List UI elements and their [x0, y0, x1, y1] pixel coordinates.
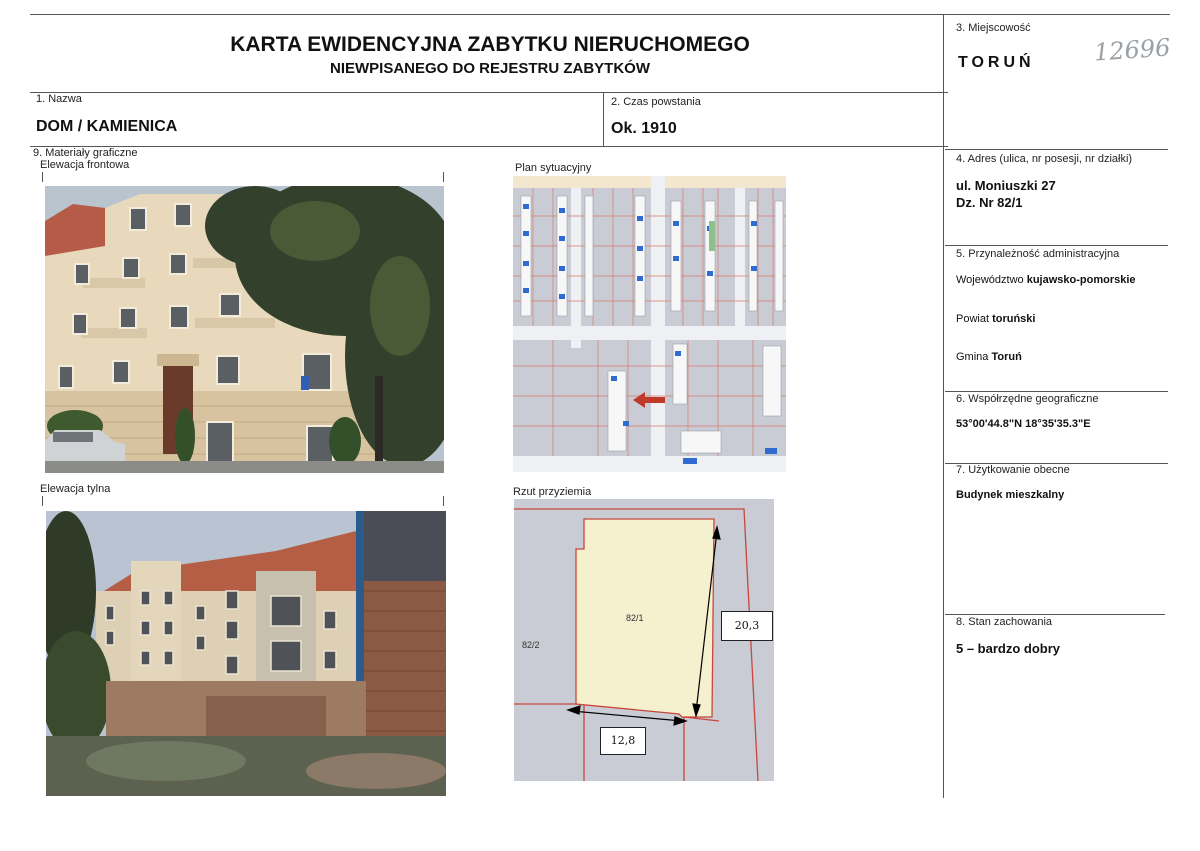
rear-elevation-photo [46, 511, 446, 796]
field-coords-label: 6. Współrzędne geograficzne [956, 393, 1099, 405]
field-date-value: Ok. 1910 [611, 120, 677, 137]
top-border [30, 14, 1170, 15]
dimension-width-box: 12,8 [600, 727, 646, 755]
sidebar-line-3 [945, 391, 1168, 392]
frame-tick [443, 172, 444, 182]
sidebar-line-1 [945, 149, 1168, 150]
name-date-divider [603, 92, 604, 146]
field-condition-label: 8. Stan zachowania [956, 616, 1053, 628]
field-date-label: 2. Czas powstania [611, 96, 701, 108]
right-column-divider [943, 14, 944, 798]
rear-elevation-label: Elewacja tylna [40, 483, 111, 495]
card-subtitle: NIEWPISANEGO DO REJESTRU ZABYTKÓW [329, 60, 651, 77]
frame-tick [42, 172, 43, 182]
field-commune [956, 351, 1022, 363]
field-name-label: 1. Nazwa [36, 93, 82, 105]
county-value: toruński [992, 313, 1036, 325]
voivodeship-prefix: Województwo [956, 274, 1027, 286]
voivodeship-value: kujawsko-pomorskie [1026, 274, 1136, 286]
graphics-label: 9. Materiały graficzne [33, 147, 138, 159]
handwritten-number: 12696 [1093, 33, 1172, 67]
floor-plan-label: Rzut przyziemia [513, 486, 592, 498]
field-usage-label: 7. Użytkowanie obecne [956, 464, 1070, 476]
commune-prefix: Gmina [956, 351, 992, 363]
field-address-label: 4. Adres (ulica, nr posesji, nr działki) [956, 153, 1133, 165]
field-condition-value: 5 – bardzo dobry [956, 641, 1061, 656]
field-usage-value: Budynek mieszkalny [956, 489, 1065, 501]
frame-tick [42, 496, 43, 506]
site-plan-map [513, 176, 786, 472]
header-bottom-line [30, 92, 948, 93]
floor-plan-drawing [514, 499, 774, 781]
field-coords-value: 53°00'44.8"N 18°35'35.3"E [956, 418, 1091, 430]
commune-value: Toruń [991, 351, 1022, 363]
parcel-side-label: 82/2 [522, 640, 540, 650]
site-plan-label: Plan sytuacyjny [515, 162, 592, 174]
field-county [956, 313, 1035, 325]
field-town-label: 3. Miejscowość [956, 22, 1031, 34]
parcel-main-label: 82/1 [626, 613, 644, 623]
field-town-value: TORUŃ [958, 54, 1035, 71]
field-admin-label: 5. Przynależność administracyjna [956, 248, 1120, 260]
county-prefix: Powiat [956, 313, 993, 325]
field-address-line1: ul. Moniuszki 27 [956, 178, 1056, 193]
front-elevation-label: Elewacja frontowa [40, 159, 130, 171]
field-address-line2: Dz. Nr 82/1 [956, 195, 1023, 210]
field-name-value: DOM / KAMIENICA [36, 118, 178, 135]
frame-tick [443, 496, 444, 506]
front-elevation-photo [45, 186, 444, 473]
card-title: KARTA EWIDENCYJNA ZABYTKU NIERUCHOMEGO [230, 33, 750, 56]
sidebar-line-5 [945, 614, 1165, 615]
name-bottom-line [30, 146, 948, 147]
field-voivodeship [956, 274, 1136, 286]
dimension-height-box: 20,3 [721, 611, 773, 641]
sidebar-line-2 [945, 245, 1168, 246]
